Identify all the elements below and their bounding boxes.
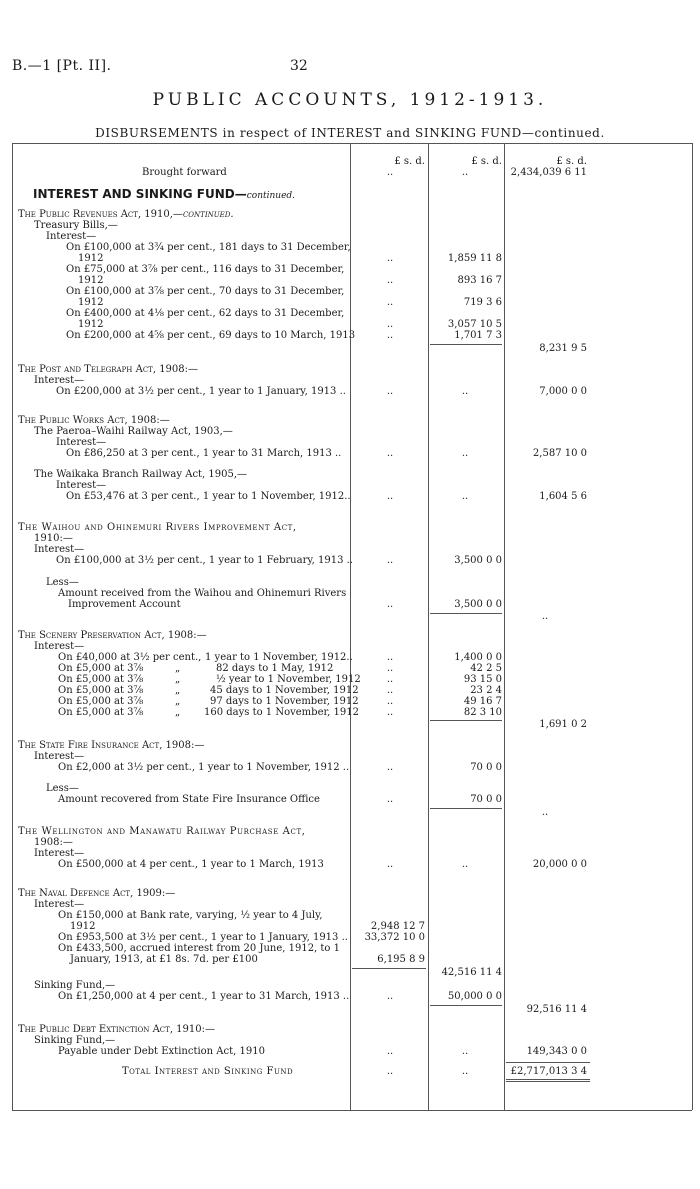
scenery-row-amount: On £5,000 at 3⅞: [58, 663, 144, 674]
public-revenues-act-title: [18, 209, 234, 220]
total-rule: [506, 1062, 590, 1063]
dots: ..: [386, 794, 394, 805]
section-heading-text: INTEREST AND SINKING FUND—: [33, 187, 247, 201]
column-header-3: £ s. d.: [556, 156, 587, 167]
naval-interest-subtotal: 42,516 11 4: [441, 967, 502, 978]
dots: ..: [386, 859, 394, 870]
fire-insurance-recovery-value: 70 0 0: [470, 794, 502, 805]
waikaka-total: 1,604 5 6: [539, 491, 587, 502]
ditto-mark: „: [175, 674, 181, 685]
waihou-interest-value: 3,500 0 0: [454, 555, 502, 566]
post-telegraph-row: On £200,000 at 3½ per cent., 1 year to 1 January, 1913 ..: [56, 386, 346, 397]
dots: ..: [461, 167, 469, 178]
sinking-fund-label: Sinking Fund,—: [34, 980, 116, 991]
naval-row-2: On £953,500 at 3½ per cent., 1 year to 1 January, 1913 ..: [58, 932, 348, 943]
paeroa-waihi-row: On £86,250 at 3 per cent., 1 year to 31 March, 1913 ..: [66, 448, 342, 459]
waihou-row: On £100,000 at 3½ per cent., 1 year to 1 February, 1913 ..: [56, 555, 354, 566]
waikaka-row: On £53,476 at 3 per cent., 1 year to 1 November, 1912..: [66, 491, 351, 502]
scenery-row-period: 160 days to 1 November, 1912: [204, 707, 359, 718]
interest-label: Interest—: [34, 751, 85, 762]
naval-sinking-fund-row: On £1,250,000 at 4 per cent., 1 year to 31 March, 1913 ..: [58, 991, 350, 1002]
scenery-row-value: 42 2 5: [470, 663, 502, 674]
naval-row-1-value: 2,948 12 7: [370, 921, 425, 932]
waihou-act-title-cont: 1910:—: [34, 533, 73, 544]
scenery-row-amount: On £5,000 at 3⅞: [58, 707, 144, 718]
interest-label: Interest—: [34, 375, 85, 386]
dots: ..: [386, 685, 394, 696]
dots: ..: [386, 167, 394, 178]
scenery-total: 1,691 0 2: [539, 719, 587, 730]
subtotal-rule: [430, 1005, 502, 1006]
dots: ..: [386, 707, 394, 718]
dots: ..: [386, 491, 394, 502]
dots: ..: [386, 1046, 394, 1057]
treasury-row-5-value: 1,701 7 3: [454, 330, 502, 341]
section-heading-continued: continued.: [246, 191, 296, 201]
scenery-row-period: ½ year to 1 November, 1912: [216, 674, 361, 685]
paeroa-waihi-label: The Paeroa–Waihi Railway Act, 1903,—: [34, 426, 233, 437]
naval-sinking-fund-value: 50,000 0 0: [447, 991, 502, 1002]
column-rule-2: [428, 143, 429, 1110]
dots: ..: [386, 386, 394, 397]
treasury-row-3-value: 719 3 6: [463, 297, 502, 308]
column-rule-1: [350, 143, 351, 1110]
scenery-act-title: The Scenery Preservation Act, 1908:—: [18, 630, 207, 641]
treasury-row-2: On £75,000 at 3⅞ per cent., 116 days to 31 December,: [66, 264, 345, 275]
column-header-1: £ s. d.: [394, 156, 425, 167]
dots: ..: [541, 611, 549, 622]
dots: ..: [461, 448, 469, 459]
interest-label: Interest—: [46, 231, 97, 242]
wellington-act-title-cont: 1908:—: [34, 837, 73, 848]
dots: ..: [386, 696, 394, 707]
column-rule-3: [504, 143, 505, 1110]
interest-label: Interest—: [56, 437, 107, 448]
treasury-row-4-value: 3,057 10 5: [447, 319, 502, 330]
dots: ..: [386, 1066, 394, 1077]
scenery-row-value: 23 2 4: [470, 685, 502, 696]
page-title: PUBLIC ACCOUNTS, 1912-1913.: [152, 90, 548, 110]
public-revenues-total: 8,231 9 5: [539, 343, 587, 354]
treasury-row-4-cont: 1912: [78, 319, 104, 330]
subtotal-rule: [430, 808, 502, 809]
dots: ..: [461, 1046, 469, 1057]
dots: ..: [461, 386, 469, 397]
less-label: Less—: [46, 783, 79, 794]
wellington-total: 20,000 0 0: [532, 859, 587, 870]
public-revenues-continued: continued.: [182, 209, 234, 220]
waikaka-label: The Waikaka Branch Railway Act, 1905,—: [34, 469, 248, 480]
naval-row-3-cont: January, 1913, at £1 8s. 7d. per £100: [70, 954, 258, 965]
subtotal-rule: [430, 344, 502, 345]
dots: ..: [386, 319, 394, 330]
dots: ..: [386, 599, 394, 610]
waihou-act-title: The Waihou and Ohinemuri Rivers Improvement Act,: [18, 522, 297, 533]
scenery-row-value: 93 15 0: [463, 674, 502, 685]
treasury-row-5: On £200,000 at 4⅝ per cent., 69 days to 10 March, 1913: [66, 330, 356, 341]
page-subtitle: DISBURSEMENTS in respect of INTEREST and SINKING FUND—continued.: [95, 126, 605, 140]
post-telegraph-act-title: The Post and Telegraph Act, 1908:—: [18, 364, 199, 375]
table-bottom-rule: [12, 1110, 692, 1111]
scenery-row-amount: On £40,000 at 3½ per cent.,: [58, 652, 202, 663]
debt-extinction-row: Payable under Debt Extinction Act, 1910: [58, 1046, 265, 1057]
paeroa-waihi-total: 2,587 10 0: [532, 448, 587, 459]
dots: ..: [541, 807, 549, 818]
naval-act-title: The Naval Defence Act, 1909:—: [18, 888, 176, 899]
subtotal-rule: [430, 720, 502, 721]
dots: ..: [461, 1066, 469, 1077]
wellington-act-title: The Wellington and Manawatu Railway Purchase Act,: [18, 826, 306, 837]
dots: ..: [386, 253, 394, 264]
naval-row-3: On £433,500, accrued interest from 20 June, 1912, to 1: [58, 943, 340, 954]
scenery-row-period: 1 year to 1 November, 1912..: [205, 652, 353, 663]
interest-label: Interest—: [34, 899, 85, 910]
naval-row-1: On £150,000 at Bank rate, varying, ½ year to 4 July,: [58, 910, 323, 921]
total-double-rule: [506, 1081, 590, 1082]
scenery-row-amount: On £5,000 at 3⅞: [58, 685, 144, 696]
subtotal-rule: [430, 613, 502, 614]
table-top-rule: [12, 143, 692, 144]
wellington-row: On £500,000 at 4 per cent., 1 year to 1 March, 1913: [58, 859, 324, 870]
treasury-row-1-value: 1,859 11 8: [447, 253, 502, 264]
public-revenues-title-text: The Public Revenues Act, 1910,—: [18, 209, 183, 220]
treasury-row-3: On £100,000 at 3⅞ per cent., 70 days to 31 December,: [66, 286, 345, 297]
naval-total: 92,516 11 4: [526, 1004, 587, 1015]
interest-label: Interest—: [34, 544, 85, 555]
document-reference: B.—1 [Pt. II].: [12, 58, 112, 74]
interest-label: Interest—: [56, 480, 107, 491]
dots: ..: [461, 859, 469, 870]
waihou-recovery-cont: Improvement Account: [68, 599, 181, 610]
dots: ..: [386, 762, 394, 773]
treasury-bills-label: Treasury Bills,—: [34, 220, 118, 231]
ditto-mark: „: [175, 696, 181, 707]
ditto-mark: „: [175, 663, 181, 674]
treasury-row-2-value: 893 16 7: [457, 275, 502, 286]
scenery-row-amount: On £5,000 at 3⅞: [58, 674, 144, 685]
ditto-mark: „: [175, 707, 181, 718]
scenery-row-period: 97 days to 1 November, 1912: [210, 696, 359, 707]
scenery-row-value: 49 16 7: [463, 696, 502, 707]
treasury-row-1-cont: 1912: [78, 253, 104, 264]
dots: ..: [386, 652, 394, 663]
treasury-row-4: On £400,000 at 4⅛ per cent., 62 days to 31 December,: [66, 308, 345, 319]
ditto-mark: „: [175, 685, 181, 696]
scenery-row-period: 82 days to 1 May, 1912: [216, 663, 334, 674]
post-telegraph-total: 7,000 0 0: [539, 386, 587, 397]
scenery-row-value: 1,400 0 0: [454, 652, 502, 663]
naval-row-3-value: 6,195 8 9: [377, 954, 425, 965]
grand-total-label: Total Interest and Sinking Fund: [122, 1066, 294, 1077]
dots: ..: [386, 991, 394, 1002]
scenery-row-amount: On £5,000 at 3⅞: [58, 696, 144, 707]
brought-forward-amount: 2,434,039 6 11: [510, 167, 587, 178]
interest-label: Interest—: [34, 848, 85, 859]
fire-insurance-interest-value: 70 0 0: [470, 762, 502, 773]
sinking-fund-label: Sinking Fund,—: [34, 1035, 116, 1046]
treasury-row-3-cont: 1912: [78, 297, 104, 308]
page-number: 32: [290, 58, 308, 74]
brought-forward-label: Brought forward: [142, 167, 227, 178]
waihou-recovery: Amount received from the Waihou and Ohinemuri Rivers: [58, 588, 347, 599]
fire-insurance-row: On £2,000 at 3½ per cent., 1 year to 1 November, 1912 ..: [58, 762, 350, 773]
dots: ..: [386, 663, 394, 674]
dots: ..: [386, 555, 394, 566]
section-heading: [33, 187, 295, 201]
scenery-row-period: 45 days to 1 November, 1912: [210, 685, 359, 696]
treasury-row-2-cont: 1912: [78, 275, 104, 286]
total-double-rule: [506, 1079, 590, 1080]
less-label: Less—: [46, 577, 79, 588]
fire-insurance-act-title: The State Fire Insurance Act, 1908:—: [18, 740, 205, 751]
dots: ..: [386, 330, 394, 341]
waihou-recovery-value: 3,500 0 0: [454, 599, 502, 610]
column-header-2: £ s. d.: [471, 156, 502, 167]
dots: ..: [386, 448, 394, 459]
naval-row-2-value: 33,372 10 0: [364, 932, 425, 943]
treasury-row-1: On £100,000 at 3¾ per cent., 181 days to 31 December,: [66, 242, 351, 253]
subtotal-rule: [352, 968, 426, 969]
fire-insurance-recovery: Amount recovered from State Fire Insurance Office: [58, 794, 320, 805]
debt-extinction-act-title: The Public Debt Extinction Act, 1910:—: [18, 1024, 215, 1035]
dots: ..: [386, 275, 394, 286]
scenery-row-value: 82 3 10: [463, 707, 502, 718]
interest-label: Interest—: [34, 641, 85, 652]
naval-row-1-cont: 1912: [70, 921, 96, 932]
dots: ..: [386, 297, 394, 308]
table-left-rule: [12, 143, 13, 1110]
public-works-act-title: The Public Works Act, 1908:—: [18, 415, 170, 426]
table-right-rule: [692, 143, 693, 1110]
debt-extinction-total: 149,343 0 0: [526, 1046, 587, 1057]
dots: ..: [461, 491, 469, 502]
dots: ..: [386, 674, 394, 685]
grand-total-amount: £2,717,013 3 4: [510, 1066, 587, 1077]
